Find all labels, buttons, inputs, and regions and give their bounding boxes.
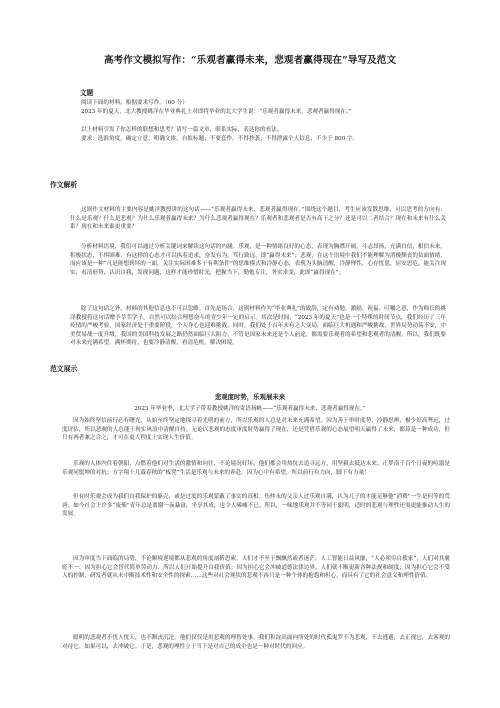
essay-paragraph-4: 因为审度当下面临的局势，不论顺境逆境都从悲观的角度剖析思索，人们才不至于飘飘然或者迷茫。人工智能日益风靡，“人必须穷自救家”，人们对其褒贬不一。因为担心它会替代简单劳动力，所以人们开始提升自我价值；因为担心它会冲破道德法律边界，人们就不断更新各种法规和制度；因为担心它会不受人的控制，研发者就从未中断技术性和安全性的探索……这些对社会现状的悲观不再只是一种个体的抱怨和担心，而具有了它的社会意义和理性价值。 — [62, 556, 450, 579]
analysis-heading: 作文解析 — [50, 181, 78, 189]
analysis-paragraph-1: 这则作文材料的主要内容是姚洋教授讲的这句话——“乐观者赢得未来，悲观者赢得现在。”围绕这个题目，考生应该发散思维，可以思考的方向有：什么是乐观？什么是悲观？为什么乐观者赢得未来？为什么悲观者赢得现在？乐观者和悲观者是否有高下之分？还是可以二者结合？现在和未来有什么关系？现在和未来谁更重要？ — [70, 207, 446, 230]
topic-heading: 文题 — [80, 89, 94, 97]
topic-paragraph-1: 阅读下面的材料，根据要求写作。（60 分） — [81, 100, 188, 106]
essay-title: 悲观度时势，乐观展未来 — [214, 393, 286, 401]
sample-heading: 范文展示 — [50, 365, 78, 373]
essay-paragraph-3: 但有时乐观会成为我们自我保护的躯壳，或是过度的乐观蒙蔽了事实的真相。伤仲永的父亲人过乐观自满，认为儿子的才能足够他“消费”一生是何等的荒唐；如今社会上许多“废柴”青年总是离谢一夜暴富，坐享其成，也令人唏嘘不已。所以，一味地乐观并不等同于聪明，适时的悲观与理性还需更能推动人生的发展。 — [62, 494, 450, 517]
essay-paragraph-1: 因为始终坚信前行必有曙光，从始至终坚定地探寻着光明的前方，所以乐观的人总是对未来充满希望。因为善于审时度势，冷静思辨，极少好高骛远，过度评估，所以悲观的人总能于现实风浪中清醒自持。无论以悲观的态度审度时势赢得了现在，还是凭借乐观的心态展望明天赢得了未来，都算是一种成功，但只有两者兼之合之，才可在更大程度上实现人生价值。 — [62, 418, 450, 441]
analysis-paragraph-2: 分析材料语境，我们可以通过分析关键词来解读这句话的内涵。乐观，是一种情绪良好的心态，表现为胸襟开阔，斗志昂扬，充满自信，相信未来，积极状态，不惧困难，有这样的心态才可以执着追求，奋发有为，笃行致远，即“赢得未来”；悲观，在这个语境中我们不能理解为消极颓丧的负面情绪，而应该是一种“凡是能想到坏的一面，关注实际困难多于有利条件”的思维模式和冷静心态，表现为头脑清醒，冷静理性，心存忧患，居安思危，能关注现实，看清形势，认识自我，发现问题，这样才能珍惜时光，把握当下，勤勉专注，务实求变，此即“赢得现在”。 — [70, 244, 446, 276]
analysis-paragraph-3: 除了这句话之外，材料的其他信息也不可以忽略。首先是场合，这则材料作为“毕业典礼”的致辞，定有劝勉、激励、祝福、叮嘱之意，作为师长的姚洋教授将这句话赠予莘莘学子，自然可以结合理想奋斗的青少年一定的启示。其次是时间，“2023 年的夏天”也是一个特殊的时间节点，我们经历了三年疫情的严峻考验，国家经济处于重要阶段，个人身心也迎难挑战，同时，我们处于百年未有之大变局，面临巨大机遇和严峻挑战，世界局势动荡不安，中美贸易战一度升级，我国的美国科技发展之路仍然面临巨大阻力。不管是国家未来还是个人前途，都需要乐观者的希望和悲观者的清醒。所以，我们既要对未来充满希望，满怀期待，也要冷静清醒，看清危机，解决困境。 — [70, 306, 446, 346]
topic-paragraph-4: 要求：选准角度，确定立意，明确文体，自拟标题；不要套作，不得抄袭；不得泄露个人信息；不少于 800 字。 — [81, 136, 359, 142]
page-title: 高考作文模拟写作：“乐观者赢得未来，悲观者赢得现在”导写及范文 — [103, 55, 397, 66]
topic-paragraph-3: 以上材料引发了你怎样的联想和思考？请写一篇文章，联系实际，表达你的看法。 — [81, 127, 283, 133]
essay-paragraph-5: 聪明的悲观者不忧人忧天，也不颓丧沉沦。他们仅仅是用悲观的理智处事，我们积淀出面向所处的时代孤鬼罗不为悲观，不去逃避，去正视它，去客观的对待它。如果可以，去冲破它。于是，悲观的理性立于当下是对自己的成全也是一种对时代的回应。 — [62, 635, 450, 650]
essay-subtitle: 2023 年毕业季，北大学子带着教授姚洋的寄语扬帆——“乐观者赢得未来，悲观者赢得现在。” — [134, 406, 366, 412]
essay-paragraph-2: 乐观的人体内住着朝阳，点燃着他们对生活的激情和向往，不论境况好坏，他们都会用热忱去追寻远方，用坚毅去抵达未来。正梦南千百个日夜的喧嚣是乐观同盟坤的对抗；方字翔十几载春秋的“板凳”生活是乐观与未来的奔赴。因为心中有希望，所以前行有力向，脚下有力量！ — [62, 461, 450, 476]
topic-paragraph-2: 2023 年的夏天，北大教授姚洋在毕业典礼上对即将毕业的北大学生说：“乐观者赢得未来，悲观者赢得现在。” — [81, 109, 352, 115]
